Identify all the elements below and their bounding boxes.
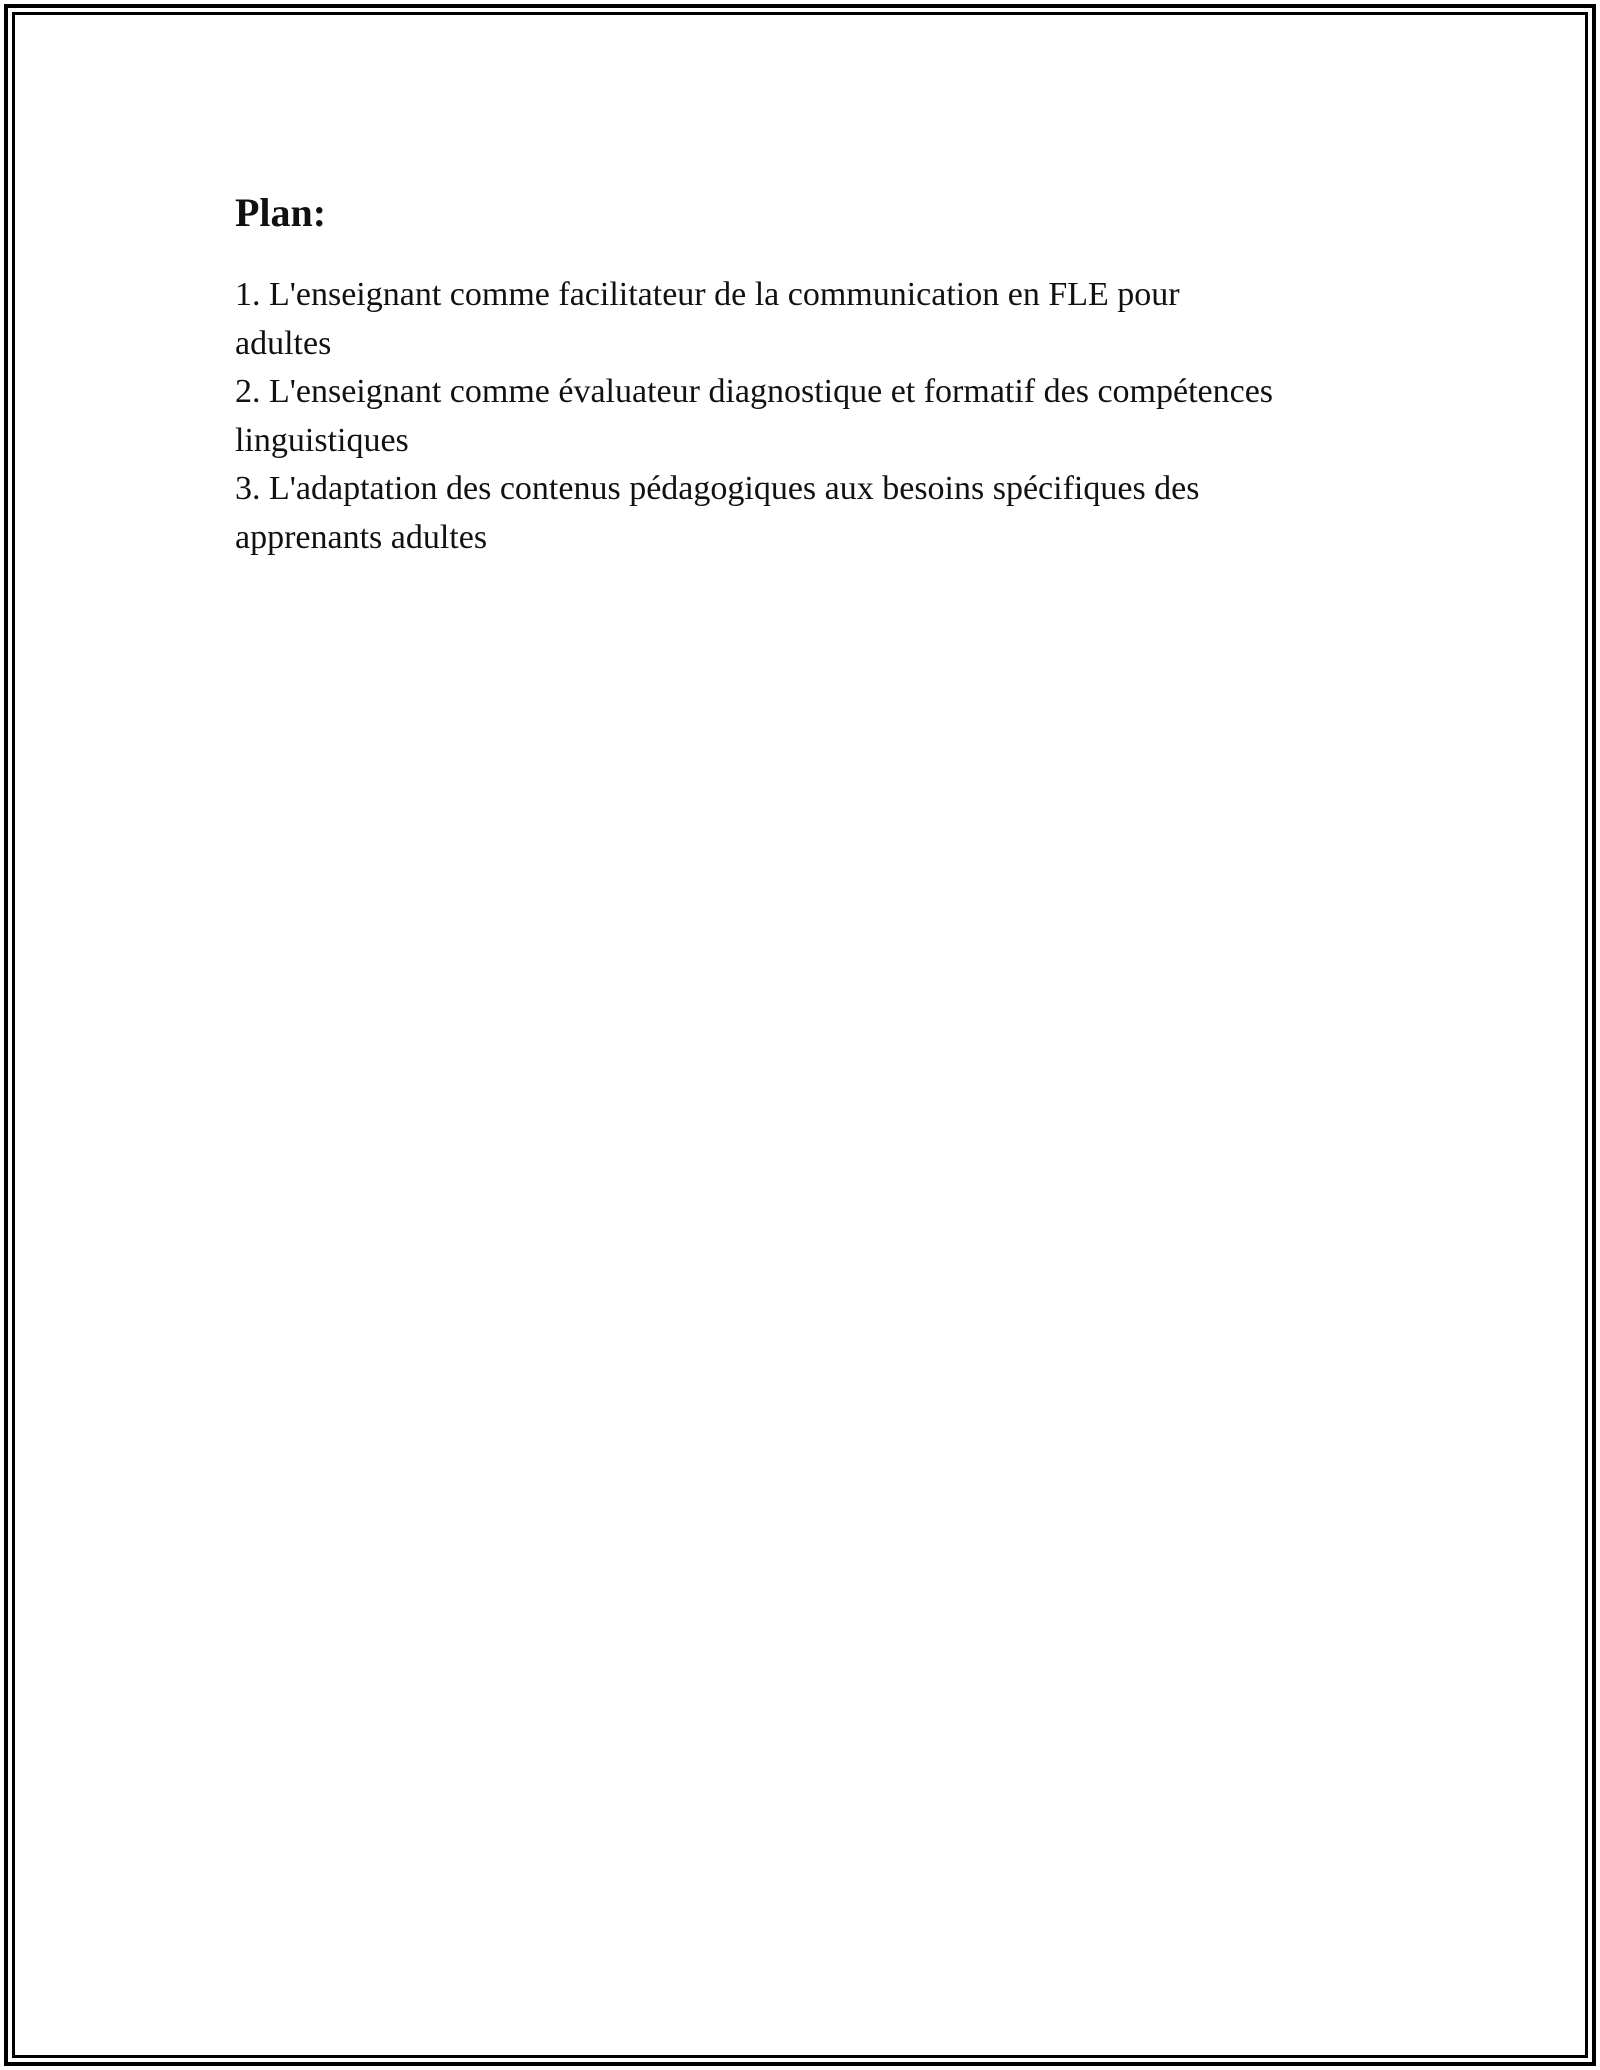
plan-list <box>235 271 1375 562</box>
plan-heading: Plan: <box>235 190 327 235</box>
plan-item-1: 1. L'enseignant comme facilitateur de la communication en FLE pour adultes <box>235 276 1180 362</box>
document-body <box>235 185 1375 562</box>
plan-item-2: 2. L'enseignant comme évaluateur diagnostique et formatif des compétences linguistiques <box>235 373 1274 459</box>
plan-item-3: 3. L'adaptation des contenus pédagogiques aux besoins spécifiques des apprenants adultes <box>235 470 1200 556</box>
